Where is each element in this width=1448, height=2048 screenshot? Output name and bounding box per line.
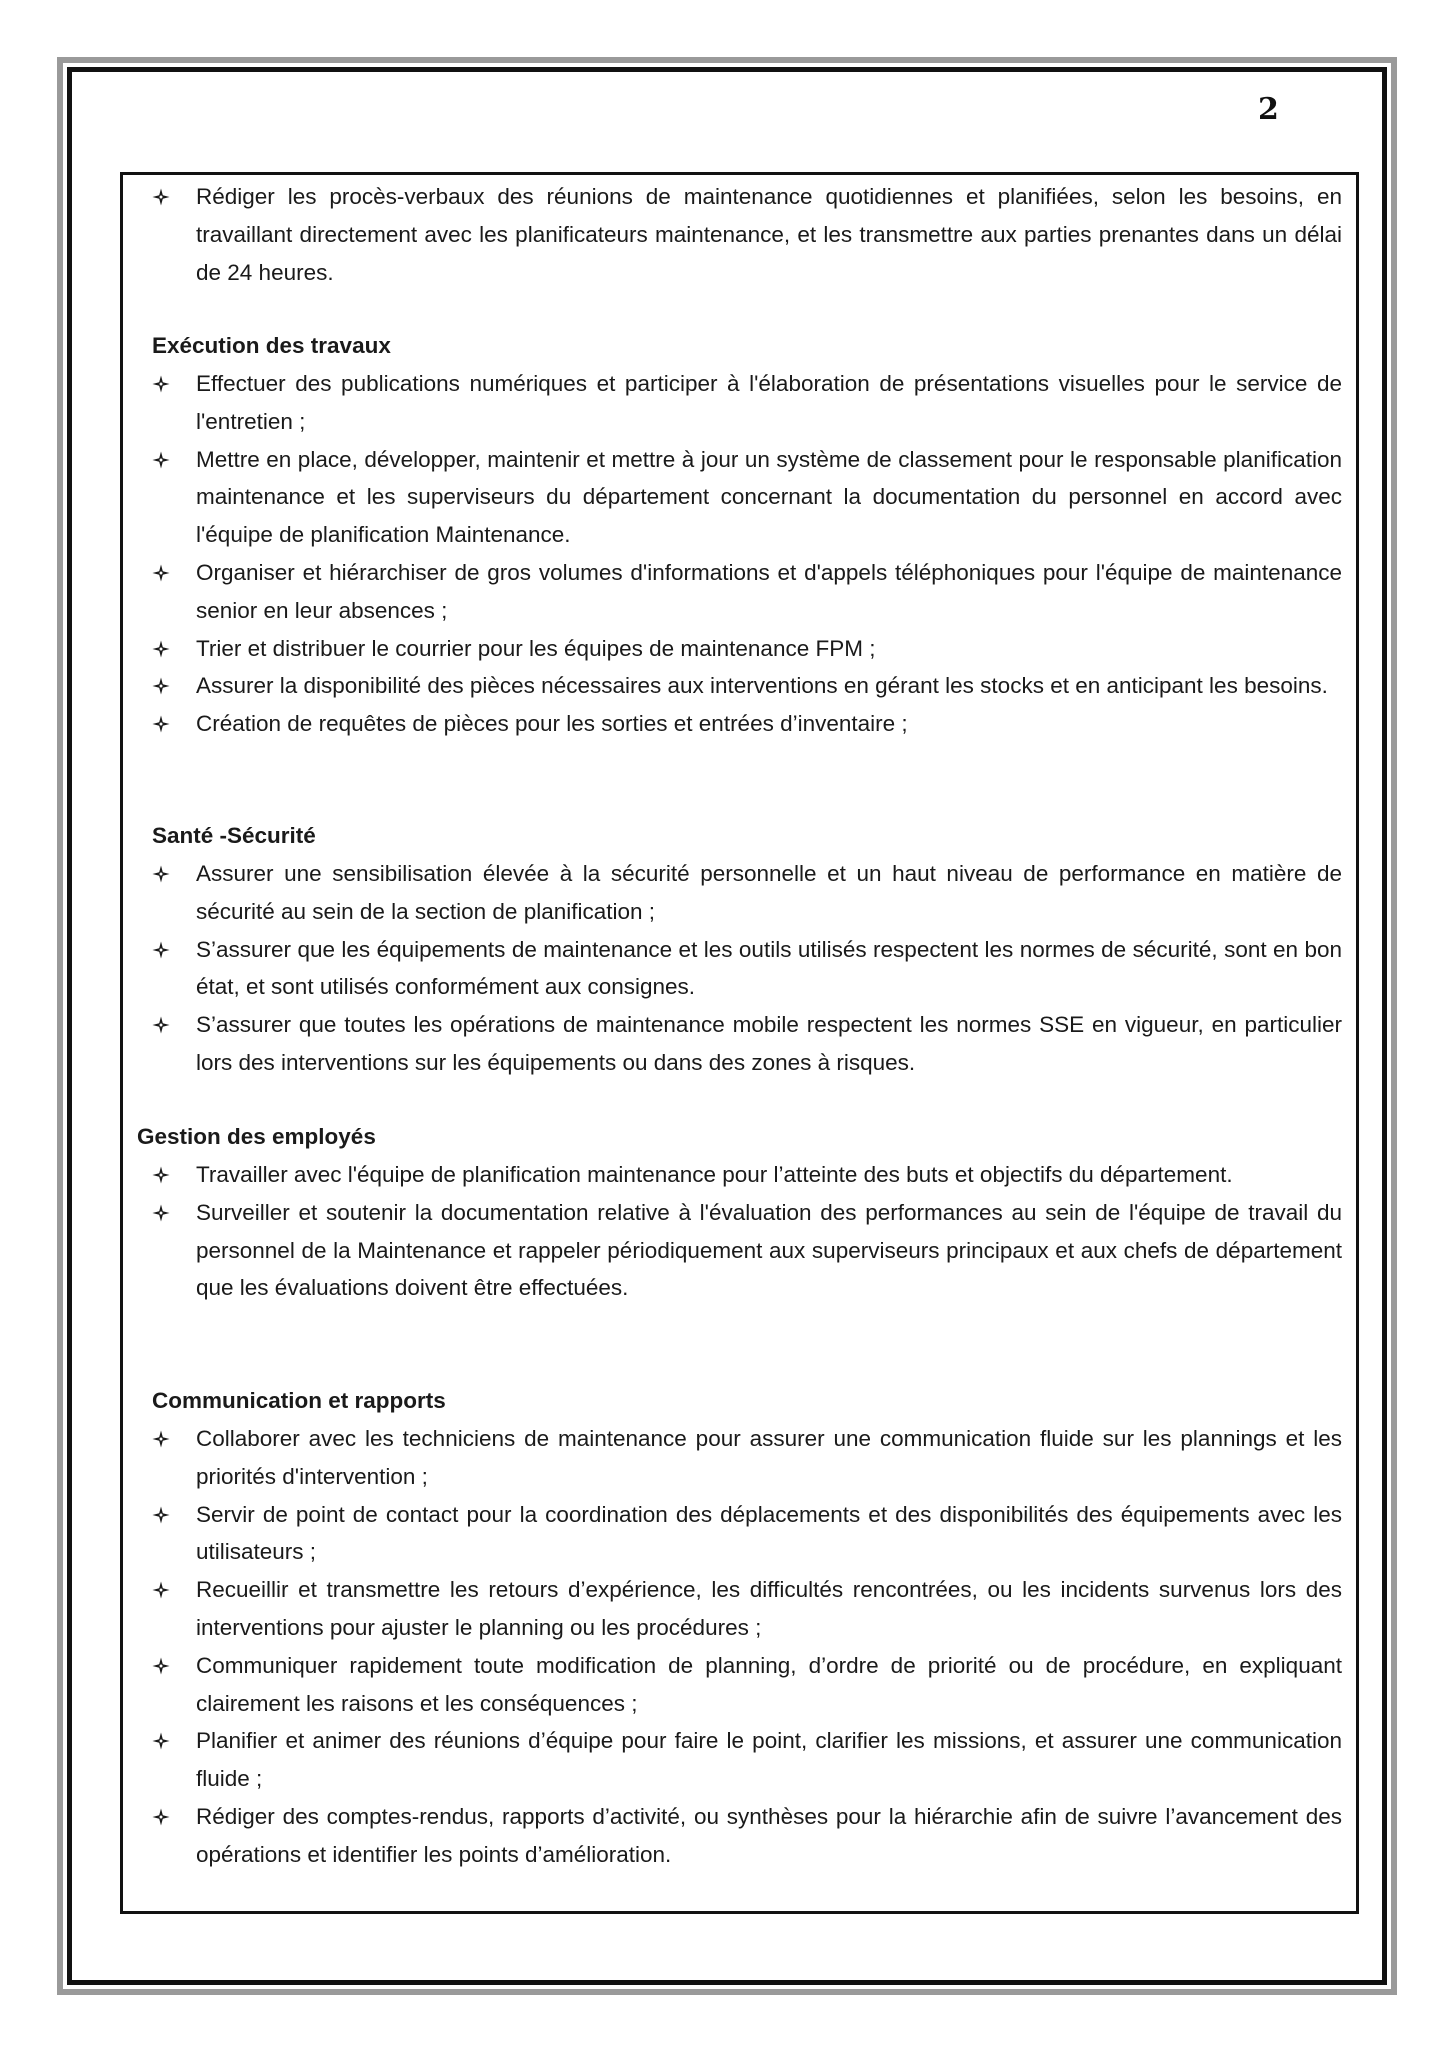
section-sante-securite bbox=[123, 817, 1356, 1082]
list-item-text: Effectuer des publications numériques et participer à l'élaboration de présentations visuelles pour le service de l'entretien ; bbox=[196, 371, 1342, 434]
list-item-text: Trier et distribuer le courrier pour les équipes de maintenance FPM ; bbox=[196, 635, 876, 661]
list-item-text: Recueillir et transmettre les retours d’expérience, les difficultés rencontrées, ou les incidents survenus lors des interventions pour ajuster le planning ou les procédures ; bbox=[196, 1577, 1342, 1640]
list-item bbox=[123, 1647, 1356, 1723]
list-item-text: Mettre en place, développer, maintenir et mettre à jour un système de classement pour le responsable planification maintenance et les superviseurs du département concernant la documentation du personnel en accord avec l'équipe de planification Maintenance. bbox=[196, 446, 1342, 548]
list-item-text: Travailler avec l'équipe de planification maintenance pour l’atteinte des buts et objectifs du département. bbox=[196, 1162, 1233, 1187]
diamond-bullet-icon bbox=[152, 1581, 170, 1599]
diamond-bullet-icon bbox=[152, 1016, 170, 1034]
list-item-text: Assurer une sensibilisation élevée à la sécurité personnelle et un haut niveau de performance en matière de sécurité au sein de la section de planification ; bbox=[196, 861, 1342, 924]
list-item bbox=[123, 1722, 1356, 1798]
list-item-text: S’assurer que toutes les opérations de maintenance mobile respectent les normes SSE en vigueur, en particulier lors des interventions sur les équipements ou dans des zones à risques. bbox=[196, 1012, 1342, 1075]
list-item bbox=[123, 1496, 1356, 1572]
list-item-text: Création de requêtes de pièces pour les sorties et entrées d’inventaire ; bbox=[196, 711, 908, 737]
list-item bbox=[123, 931, 1356, 1007]
section-execution-travaux bbox=[123, 327, 1356, 743]
list-item-text: Assurer la disponibilité des pièces nécessaires aux interventions en gérant les stocks et en anticipant les besoins. bbox=[196, 673, 1328, 699]
list-item-text: Planifier et animer des réunions d’équipe pour faire le point, clarifier les missions, et assurer une communication fluide ; bbox=[196, 1728, 1342, 1792]
diamond-bullet-icon bbox=[152, 1204, 170, 1222]
list-item bbox=[123, 1156, 1356, 1194]
diamond-bullet-icon bbox=[152, 1166, 170, 1184]
diamond-bullet-icon bbox=[152, 451, 170, 469]
section-heading: Gestion des employés bbox=[137, 1124, 376, 1149]
list-item-text: Organiser et hiérarchiser de gros volumes d'informations et d'appels téléphoniques pour l'équipe de maintenance senior en leur absences ; bbox=[196, 559, 1342, 623]
section-communication-rapports bbox=[123, 1382, 1356, 1874]
section-heading: Communication et rapports bbox=[152, 1388, 446, 1413]
diamond-bullet-icon bbox=[152, 564, 170, 582]
section-list bbox=[123, 855, 1356, 1082]
diamond-bullet-icon bbox=[152, 188, 170, 206]
diamond-bullet-icon bbox=[152, 1506, 170, 1524]
section-list bbox=[123, 1156, 1356, 1307]
list-item-text: Collaborer avec les techniciens de maintenance pour assurer une communication fluide sur les plannings et les priorités d'intervention ; bbox=[196, 1426, 1342, 1489]
section-list bbox=[123, 1420, 1356, 1874]
intro-section bbox=[123, 178, 1356, 291]
list-item bbox=[123, 554, 1356, 630]
diamond-bullet-icon bbox=[152, 375, 170, 393]
intro-list bbox=[123, 178, 1356, 291]
diamond-bullet-icon bbox=[152, 1430, 170, 1448]
diamond-bullet-icon bbox=[152, 1732, 170, 1750]
section-gestion-employes bbox=[123, 1118, 1356, 1307]
diamond-bullet-icon bbox=[152, 640, 170, 658]
content-box bbox=[120, 172, 1359, 1914]
section-list bbox=[123, 365, 1356, 743]
diamond-bullet-icon bbox=[152, 941, 170, 959]
section-heading: Santé -Sécurité bbox=[152, 823, 316, 848]
diamond-bullet-icon bbox=[152, 1808, 170, 1826]
list-item bbox=[123, 365, 1356, 441]
list-item bbox=[123, 855, 1356, 931]
list-item bbox=[123, 705, 1356, 743]
list-item bbox=[123, 1798, 1356, 1874]
list-item-text: S’assurer que les équipements de maintenance et les outils utilisés respectent les normes de sécurité, sont en bon état, et sont utilisés conformément aux consignes. bbox=[196, 936, 1342, 1000]
diamond-bullet-icon bbox=[152, 1657, 170, 1675]
list-item bbox=[123, 1194, 1356, 1307]
list-item bbox=[123, 667, 1356, 705]
list-item bbox=[123, 441, 1356, 554]
list-item bbox=[123, 630, 1356, 668]
list-item bbox=[123, 1571, 1356, 1647]
diamond-bullet-icon bbox=[152, 677, 170, 695]
list-item bbox=[123, 178, 1356, 291]
list-item-text: Rédiger les procès-verbaux des réunions de maintenance quotidiennes et planifiées, selon les besoins, en travaillant directement avec les planificateurs maintenance, et les transmettre aux parties prenantes dans un délai de 24 heures. bbox=[196, 184, 1342, 285]
diamond-bullet-icon bbox=[152, 865, 170, 883]
list-item bbox=[123, 1420, 1356, 1496]
list-item-text: Servir de point de contact pour la coordination des déplacements et des disponibilités des équipements avec les utilisateurs ; bbox=[196, 1501, 1342, 1565]
list-item-text: Communiquer rapidement toute modification de planning, d’ordre de priorité ou de procédure, en expliquant clairement les raisons et les conséquences ; bbox=[196, 1652, 1342, 1716]
diamond-bullet-icon bbox=[152, 715, 170, 733]
section-heading: Exécution des travaux bbox=[152, 333, 391, 358]
list-item-text: Surveiller et soutenir la documentation relative à l'évaluation des performances au sein de l'équipe de travail du personnel de la Maintenance et rappeler périodiquement aux superviseurs principaux et aux chefs de département que les évaluations doivent être effectuées. bbox=[196, 1199, 1342, 1301]
page-number: 2 bbox=[1258, 92, 1279, 127]
list-item bbox=[123, 1006, 1356, 1082]
list-item-text: Rédiger des comptes-rendus, rapports d’activité, ou synthèses pour la hiérarchie afin de suivre l’avancement des opérations et identifier les points d’amélioration. bbox=[196, 1803, 1342, 1867]
